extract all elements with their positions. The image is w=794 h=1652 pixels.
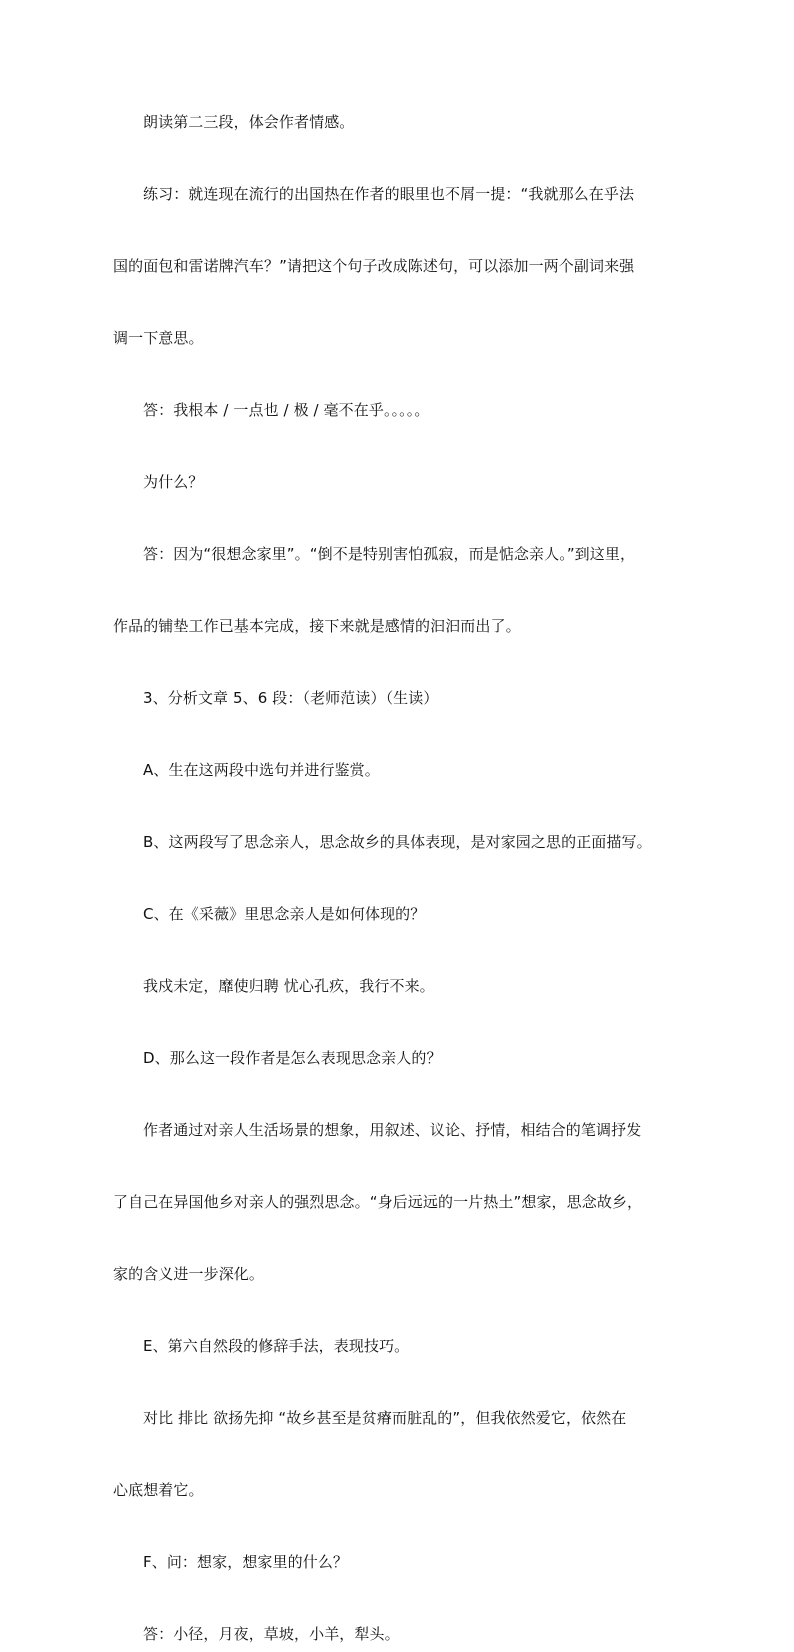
- text-line: 答：我根本 / 一点也 / 极 / 毫不在乎。。。。。: [143, 401, 430, 419]
- paragraph-gap: [113, 212, 683, 248]
- paragraph-gap: [113, 1436, 683, 1472]
- text-line: 对比 排比 欲扬先抑 “故乡甚至是贫瘠而脏乱的”，但我依然爱它，依然在: [143, 1409, 627, 1427]
- text-line: 练习：就连现在流行的出国热在作者的眼里也不屑一提：“我就那么在乎法: [143, 185, 635, 203]
- text-line: 心底想着它。: [113, 1481, 204, 1499]
- paragraph-gap: [113, 644, 683, 680]
- text-line: 我戍未定，靡使归聘 忧心孔疚，我行不来。: [143, 977, 435, 995]
- paragraph-gap: [113, 1220, 683, 1256]
- text-line: 调一下意思。: [113, 329, 204, 347]
- paragraph-gap: [113, 428, 683, 464]
- text-line: 为什么？: [143, 473, 204, 491]
- paragraph-gap: [113, 284, 683, 320]
- paragraph-gap: [113, 1148, 683, 1184]
- paragraph-gap: [113, 1004, 683, 1040]
- paragraph-gap: [113, 716, 683, 752]
- text-line: 答：小径，月夜，草坡，小羊，犁头。: [143, 1625, 400, 1643]
- paragraph-gap: [113, 140, 683, 176]
- text-line: F、问：想家，想家里的什么？: [143, 1553, 349, 1571]
- paragraph-gap: [113, 1580, 683, 1616]
- text-line: 国的面包和雷诺牌汽车？”请把这个句子改成陈述句，可以添加一两个副词来强: [113, 257, 635, 275]
- paragraph-gap: [113, 1292, 683, 1328]
- paragraph-gap: [113, 860, 683, 896]
- text-line: B、这两段写了思念亲人，思念故乡的具体表现，是对家园之思的正面描写。: [143, 833, 652, 851]
- paragraph-gap: [113, 500, 683, 536]
- text-line: 作品的铺垫工作已基本完成，接下来就是感情的汩汩而出了。: [113, 617, 521, 635]
- paragraph-gap: [113, 356, 683, 392]
- paragraph-gap: [113, 932, 683, 968]
- text-line: 家的含义进一步深化。: [113, 1265, 265, 1283]
- text-line: 答：因为“很想念家里”。“倒不是特别害怕孤寂，而是惦念亲人。”到这里，: [143, 545, 636, 563]
- paragraph-gap: [113, 1364, 683, 1400]
- text-line: 3、分析文章 5、6 段：（老师范读）（生读）: [143, 689, 439, 707]
- paragraph-gap: [113, 1076, 683, 1112]
- paragraph-gap: [113, 572, 683, 608]
- text-line: 作者通过对亲人生活场景的想象，用叙述、议论、抒情，相结合的笔调抒发: [143, 1121, 642, 1139]
- text-line: 朗读第二三段，体会作者情感。: [143, 113, 355, 131]
- text-line: D、那么这一段作者是怎么表现思念亲人的？: [143, 1049, 442, 1067]
- document-body: [113, 104, 683, 1652]
- paragraph-gap: [113, 1508, 683, 1544]
- paragraph-gap: [113, 788, 683, 824]
- text-line: 了自己在异国他乡对亲人的强烈思念。“身后远远的一片热土”想家，思念故乡，: [113, 1193, 643, 1211]
- text-line: C、在《采薇》里思念亲人是如何体现的？: [143, 905, 426, 923]
- text-line: A、生在这两段中选句并进行鉴赏。: [143, 761, 380, 779]
- text-line: E、第六自然段的修辞手法，表现技巧。: [143, 1337, 410, 1355]
